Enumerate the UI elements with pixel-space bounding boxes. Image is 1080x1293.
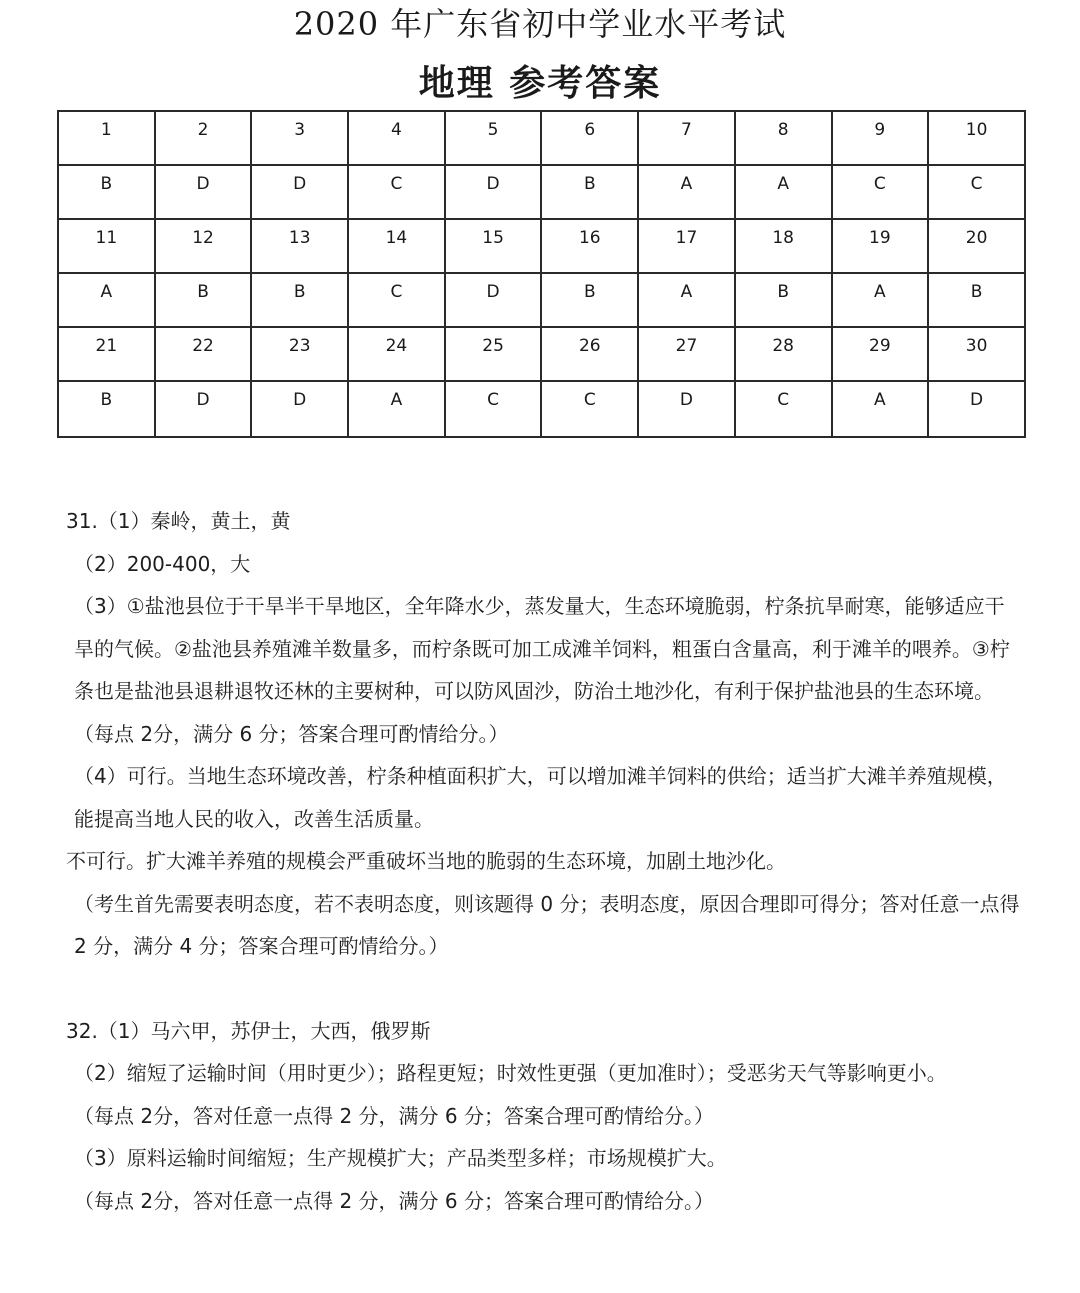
question-number-cell: 13 <box>251 219 348 273</box>
answer-cell: D <box>155 165 252 219</box>
answer-cell: C <box>928 165 1025 219</box>
question-number-cell: 21 <box>58 327 155 381</box>
question-number-cell: 18 <box>735 219 832 273</box>
answer-row <box>58 165 1025 219</box>
q31-part3: （3）①盐池县位于干旱半干旱地区，全年降水少，蒸发量大，生态环境脆弱，柠条抗旱耐寒，能够适应干旱的气候。②盐池县养殖滩羊数量多，而柠条既可加工成滩羊饲料，粗蛋白含量高，利于滩羊的喂养。③柠条也是盐池县退耕退牧还林的主要树种，可以防风固沙，防治土地沙化，有利于保护盐池县的生态环境。 <box>74 594 1010 703</box>
question-number-cell: 20 <box>928 219 1025 273</box>
answer-cell: C <box>735 381 832 437</box>
answer-cell: C <box>541 381 638 437</box>
question-number-cell: 9 <box>832 111 929 165</box>
exam-title: 2020 年广东省初中学业水平考试 <box>293 5 787 43</box>
answer-cell: A <box>58 273 155 327</box>
answer-cell: D <box>638 381 735 437</box>
question-number-cell: 6 <box>541 111 638 165</box>
q31-scoring-note-1: （每点 2分，满分 6 分；答案合理可酌情给分。） <box>74 721 509 746</box>
question-number-cell: 4 <box>348 111 445 165</box>
answer-cell: D <box>928 381 1025 437</box>
q32-part1: 32.（1）马六甲，苏伊士，大西，俄罗斯 <box>66 1018 431 1043</box>
answer-table <box>57 110 1026 438</box>
answer-cell: B <box>155 273 252 327</box>
answer-row <box>58 381 1025 437</box>
answer-cell: C <box>348 273 445 327</box>
answer-cell: A <box>832 381 929 437</box>
answer-cell: A <box>638 165 735 219</box>
answer-cell: B <box>541 273 638 327</box>
question-number-cell: 30 <box>928 327 1025 381</box>
q32-part2: （2）缩短了运输时间（用时更少）；路程更短；时效性更强（更加准时）；受恶劣天气等影响更小。 <box>74 1061 947 1085</box>
question-number-row <box>58 219 1025 273</box>
answer-cell: C <box>348 165 445 219</box>
answer-cell: B <box>58 165 155 219</box>
answer-cell: B <box>251 273 348 327</box>
question-number-cell: 12 <box>155 219 252 273</box>
question-number-cell: 25 <box>445 327 542 381</box>
question-number-cell: 11 <box>58 219 155 273</box>
answer-cell: B <box>541 165 638 219</box>
question-number-cell: 22 <box>155 327 252 381</box>
q31-part1: 31.（1）秦岭，黄土，黄 <box>66 509 291 533</box>
question-number-cell: 1 <box>58 111 155 165</box>
answer-cell: D <box>155 381 252 437</box>
question-number-cell: 19 <box>832 219 929 273</box>
q31-part2: （2）200-400，大 <box>74 551 251 576</box>
q32-scoring-note-2: （每点 2分，答对任意一点得 2 分，满分 6 分；答案合理可酌情给分。） <box>74 1188 714 1213</box>
q32-scoring-note-1: （每点 2分，答对任意一点得 2 分，满分 6 分；答案合理可酌情给分。） <box>74 1103 714 1128</box>
question-number-cell: 16 <box>541 219 638 273</box>
answer-cell: D <box>251 165 348 219</box>
answer-cell: A <box>735 165 832 219</box>
answer-text-body <box>66 500 1024 1222</box>
question-number-cell: 2 <box>155 111 252 165</box>
q31-part4-alt: 不可行。扩大滩羊养殖的规模会严重破坏当地的脆弱的生态环境，加剧土地沙化。 <box>66 849 786 873</box>
question-number-cell: 3 <box>251 111 348 165</box>
answer-cell: A <box>832 273 929 327</box>
question-number-cell: 26 <box>541 327 638 381</box>
question-number-cell: 5 <box>445 111 542 165</box>
q31-part4: （4）可行。当地生态环境改善，柠条种植面积扩大，可以增加滩羊饲料的供给；适当扩大滩羊养殖规模，能提高当地人民的收入，改善生活质量。 <box>74 764 1007 831</box>
answer-row <box>58 273 1025 327</box>
answer-cell: D <box>251 381 348 437</box>
question-number-cell: 7 <box>638 111 735 165</box>
question-number-cell: 24 <box>348 327 445 381</box>
answer-cell: A <box>348 381 445 437</box>
answer-cell: D <box>445 165 542 219</box>
question-number-cell: 14 <box>348 219 445 273</box>
answer-key-subtitle: 地理 参考答案 <box>418 62 662 104</box>
q32-part3: （3）原料运输时间缩短；生产规模扩大；产品类型多样；市场规模扩大。 <box>74 1146 727 1170</box>
question-number-cell: 17 <box>638 219 735 273</box>
answer-cell: C <box>445 381 542 437</box>
question-number-row <box>58 327 1025 381</box>
q31-scoring-note-2: （考生首先需要表明态度，若不表明态度，则该题得 0 分；表明态度，原因合理即可得分；答对任意一点得 2 分，满分 4 分；答案合理可酌情给分。） <box>74 891 1020 958</box>
answer-table-body <box>58 111 1025 437</box>
question-number-cell: 10 <box>928 111 1025 165</box>
answer-cell: D <box>445 273 542 327</box>
question-number-cell: 8 <box>735 111 832 165</box>
question-number-cell: 29 <box>832 327 929 381</box>
question-number-cell: 28 <box>735 327 832 381</box>
answer-cell: B <box>928 273 1025 327</box>
answer-cell: A <box>638 273 735 327</box>
answer-cell: C <box>832 165 929 219</box>
answer-cell: B <box>735 273 832 327</box>
section-gap <box>66 968 1024 1010</box>
question-number-cell: 15 <box>445 219 542 273</box>
answer-cell: B <box>58 381 155 437</box>
question-number-row <box>58 111 1025 165</box>
question-number-cell: 23 <box>251 327 348 381</box>
question-number-cell: 27 <box>638 327 735 381</box>
